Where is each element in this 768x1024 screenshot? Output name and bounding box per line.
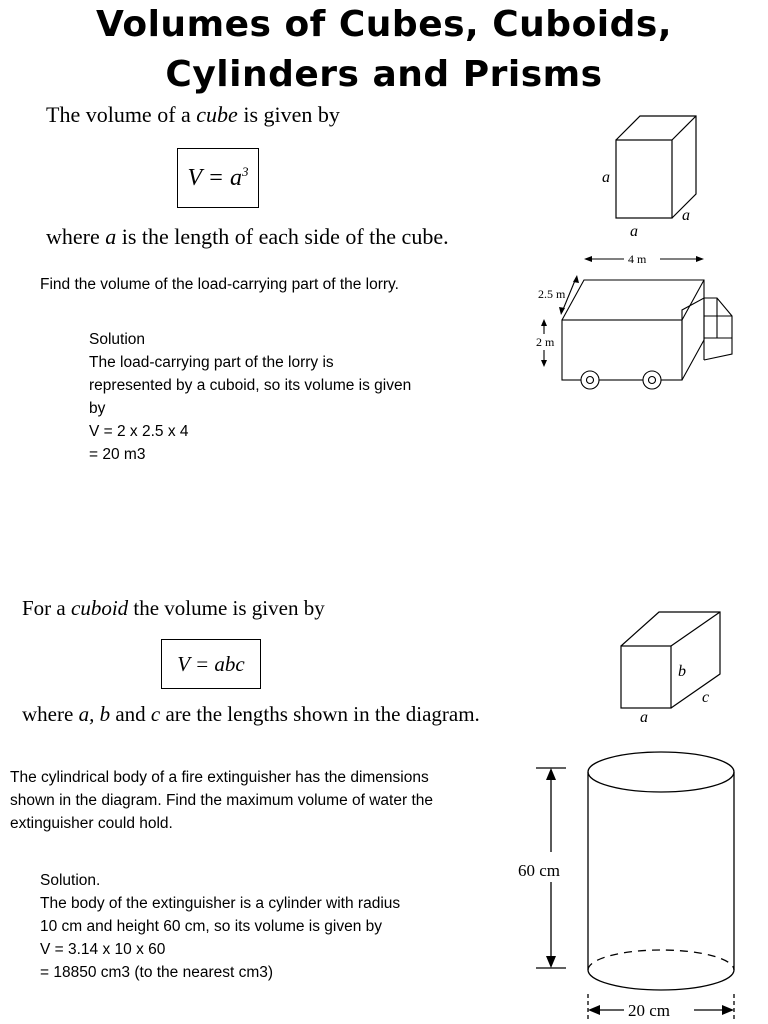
cube-intro-suffix: is given by	[237, 102, 340, 127]
cylinder-diagram	[508, 748, 758, 1024]
cube-formula-exponent: 3	[241, 164, 249, 179]
cube-formula-lhs: V = a	[187, 165, 242, 191]
lorry-solution-line: = 20 m3	[89, 446, 146, 463]
cuboid-where-and: and	[110, 702, 151, 726]
lorry-wheel-rear	[581, 371, 599, 389]
cuboid-formula-box	[161, 639, 261, 689]
cube-front-face	[616, 140, 672, 218]
cuboid-label-a: a	[640, 709, 648, 726]
cube-where-var: a	[105, 224, 117, 249]
cube-label-width: a	[630, 223, 638, 240]
cuboid-formula: V = abc	[177, 651, 245, 676]
cuboid-label-b: b	[678, 663, 686, 680]
cube-back-edges	[616, 116, 696, 218]
extinguisher-question	[10, 766, 433, 835]
cuboid-diagram	[612, 604, 742, 729]
cube-formula-box	[177, 148, 259, 208]
cuboid-where-vars: a, b	[78, 702, 111, 726]
lorry-height-label: 2 m	[536, 335, 555, 349]
lorry-arrowhead	[541, 360, 547, 367]
cylinder-arrowhead	[546, 956, 556, 968]
lorry-wheel-front	[643, 371, 661, 389]
cylinder-bottom-back	[588, 950, 734, 970]
lorry-solution-line: The load-carrying part of the lorry is	[89, 354, 334, 371]
lorry-arrowhead	[559, 307, 565, 315]
cuboid-where-var-c: c	[150, 702, 161, 726]
cuboid-where-text: are the lengths shown in the diagram.	[160, 702, 480, 726]
cube-intro-text: The volume of a	[46, 102, 197, 127]
lorry-solution-line: V = 2 x 2.5 x 4	[89, 423, 189, 440]
extinguisher-question-line: extinguisher could hold.	[10, 815, 173, 832]
cylinder-bottom-front	[588, 970, 734, 990]
extinguisher-solution-line: = 18850 cm3 (to the nearest cm3)	[40, 964, 274, 981]
page-title	[0, 0, 768, 100]
lorry-cargo-back	[562, 280, 704, 380]
lorry-cargo-front	[562, 320, 682, 380]
title-line-2: Cylinders and Prisms	[165, 54, 603, 95]
cuboid-term: cuboid	[71, 596, 129, 620]
extinguisher-solution-line: V = 3.14 x 10 x 60	[40, 941, 166, 958]
lorry-solution-line: Solution	[89, 331, 146, 348]
lorry-arrowhead	[584, 256, 592, 262]
extinguisher-question-line: The cylindrical body of a fire extinguisher has the dimensions	[10, 769, 429, 786]
cube-where	[46, 224, 449, 250]
extinguisher-solution	[40, 869, 400, 984]
lorry-length-label: 4 m	[628, 252, 647, 266]
cube-diagram	[590, 108, 720, 243]
cylinder-arrowhead	[588, 1005, 600, 1015]
extinguisher-solution-line: Solution.	[40, 872, 101, 889]
cube-where-prefix: where	[46, 224, 106, 249]
title-line-1: Volumes of Cubes, Cuboids,	[95, 4, 673, 45]
cylinder-height-label: 60 cm	[518, 861, 561, 880]
cuboid-intro-text: the volume is given by	[128, 596, 325, 620]
extinguisher-question-line: shown in the diagram. Find the maximum volume of water the	[10, 792, 433, 809]
cylinder-arrowhead	[722, 1005, 734, 1015]
lorry-diagram	[532, 246, 742, 396]
cube-formula	[188, 164, 249, 192]
cube-where-text: is the length of each side of the cube.	[116, 224, 449, 249]
extinguisher-solution-line: 10 cm and height 60 cm, so its volume is given by	[40, 918, 383, 935]
lorry-arrowhead	[696, 256, 704, 262]
lorry-solution-line: represented by a cuboid, so its volume is given	[89, 377, 412, 394]
cylinder-arrowhead	[546, 768, 556, 780]
cuboid-label-c: c	[702, 689, 710, 706]
cuboid-front-face	[621, 646, 671, 708]
cube-label-height: a	[602, 169, 610, 186]
cylinder-top-ellipse	[588, 752, 734, 792]
cube-top-edge	[672, 116, 696, 140]
lorry-arrowhead	[541, 319, 547, 326]
cylinder-diameter-label: 20 cm	[628, 1001, 671, 1020]
lorry-width-label: 2.5 m	[538, 287, 566, 301]
lorry-solution-line: by	[89, 400, 106, 417]
cuboid-intro-prefix: For a	[22, 596, 71, 620]
cube-term: cube	[196, 102, 238, 127]
lorry-arrowhead	[573, 275, 579, 283]
cuboid-where-prefix: where	[22, 702, 79, 726]
lorry-question: Find the volume of the load-carrying part of the lorry.	[40, 276, 399, 293]
extinguisher-solution-line: The body of the extinguisher is a cylinder with radius	[40, 895, 401, 912]
cuboid-where	[22, 702, 480, 727]
cuboid-intro	[22, 596, 325, 621]
lorry-solution	[89, 328, 411, 466]
cuboid-top-edge	[671, 612, 720, 646]
cube-label-depth: a	[682, 207, 690, 224]
cube-intro	[46, 102, 340, 128]
